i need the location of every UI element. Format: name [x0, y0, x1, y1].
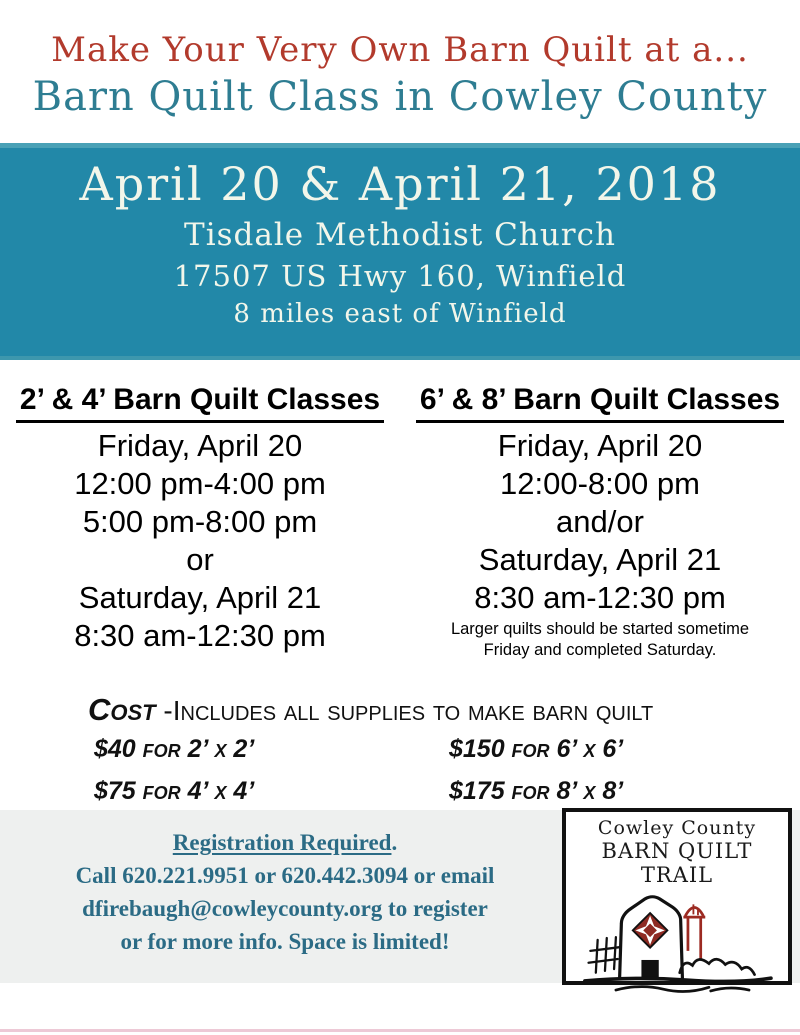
schedule-line: Friday, April 20 [97, 428, 303, 463]
registration-period: . [391, 830, 398, 855]
registration-info [20, 826, 550, 958]
cost-price-list [94, 735, 768, 806]
venue-address: 17507 US Hwy 160, Winfield [173, 259, 627, 293]
schedule-line: 8:30 am-12:30 pm [74, 618, 326, 653]
schedule-line: 12:00 pm-4:00 pm [74, 466, 326, 501]
price-2x2: $40 for 2’ x 2’ [94, 735, 255, 763]
schedule-small-header: 2’ & 4’ Barn Quilt Classes [16, 383, 384, 423]
venue-directions: 8 miles east of Winfield [233, 299, 567, 329]
schedule-line: 8:30 am-12:30 pm [474, 580, 726, 615]
price-6x6: $150 for 6’ x 6’ [449, 735, 624, 763]
price-8x8: $175 for 8’ x 8’ [449, 777, 624, 805]
logo-trail-name: BARN QUILT TRAIL [601, 839, 753, 887]
cost-label: Cost [88, 692, 156, 727]
tagline: Make Your Very Own Barn Quilt at a... [51, 30, 749, 70]
registration-more-info-line: or for more info. Space is limited! [120, 929, 450, 954]
price-4x4: $75 for 4’ x 4’ [94, 777, 255, 805]
class-schedules [0, 383, 800, 661]
event-banner [0, 143, 800, 360]
schedule-line: 5:00 pm-8:00 pm [82, 504, 318, 539]
registration-required-underlined: Registration Required [172, 830, 392, 855]
schedule-note [420, 619, 780, 661]
cost-heading-rest: -Includes all supplies to make barn quilt [155, 695, 654, 726]
barn-illustration-icon [568, 887, 786, 1001]
registration-required [20, 826, 550, 859]
cost-heading [88, 692, 768, 728]
bottom-border [0, 1029, 800, 1032]
schedule-large-quilts [400, 383, 800, 661]
schedule-note-line2: Friday and completed Saturday. [483, 641, 717, 659]
logo-county-name: Cowley County [597, 817, 757, 839]
schedule-line: 12:00-8:00 pm [500, 466, 700, 501]
schedule-line: or [186, 542, 214, 577]
registration-email-line: dfirebaugh@cowleycounty.org to register [82, 896, 488, 921]
schedule-small-quilts [0, 383, 400, 661]
cost-section [88, 692, 768, 806]
venue-name: Tisdale Methodist Church [184, 217, 616, 253]
barn-quilt-trail-logo [562, 808, 792, 985]
schedule-note-line1: Larger quilts should be started sometime [450, 620, 750, 638]
schedule-line: and/or [556, 504, 644, 539]
page-title: Barn Quilt Class in Cowley County [32, 74, 768, 120]
schedule-line: Saturday, April 21 [478, 542, 722, 577]
footer [0, 810, 800, 983]
registration-phone-line: Call 620.221.9951 or 620.442.3094 or email [75, 863, 495, 888]
event-dates: April 20 & April 21, 2018 [79, 157, 721, 211]
schedule-line: Saturday, April 21 [78, 580, 322, 615]
schedule-large-header: 6’ & 8’ Barn Quilt Classes [416, 383, 784, 423]
schedule-line: Friday, April 20 [497, 428, 703, 463]
